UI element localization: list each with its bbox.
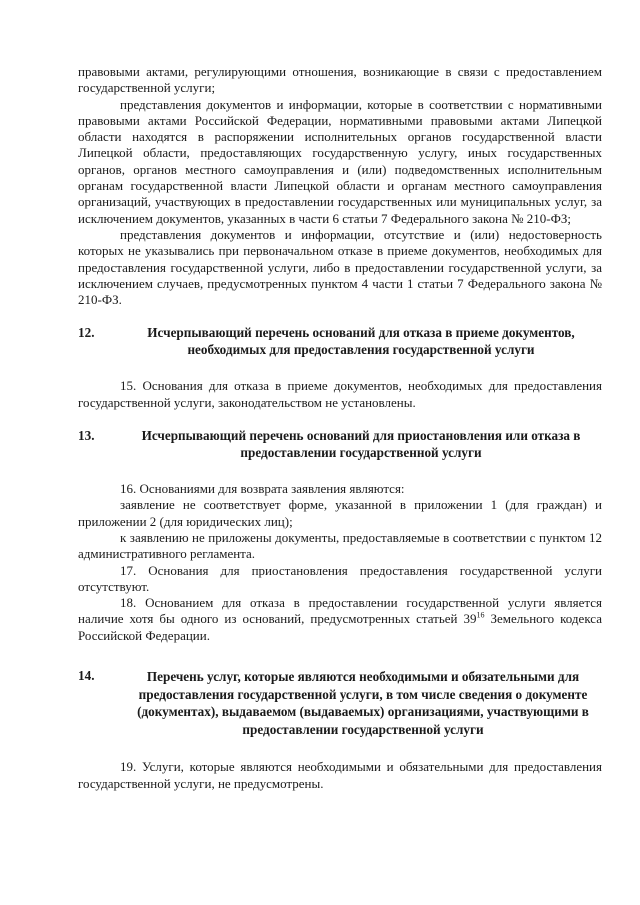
paragraph-18-tail: Земельного кодекса Российской Федерации.: [78, 611, 603, 643]
paragraph-legal-acts: правовыми актами, регулирующими отношения, возникающие в связи с предоставлением государственной услуги;: [78, 64, 602, 96]
paragraph-18-text: 18. Основанием для отказа в предоставлении государственной услуги является наличие хотя бы одного из оснований, предусмотренных статьей 39: [78, 595, 602, 627]
article-superscript: 16: [476, 611, 485, 621]
paragraph-16-form-mismatch: заявление не соответствует форме, указанной в приложении 1 (для граждан) и приложении 2 (для юридических лиц);: [78, 497, 602, 529]
section-title: Исчерпывающий перечень оснований для приостановления или отказа в предоставлении государственной услуги: [141, 428, 581, 460]
paragraph-16: 16. Основаниями для возврата заявления являются:: [120, 481, 405, 497]
paragraph-18: [78, 595, 602, 644]
document-body: [78, 64, 602, 792]
section-heading-14: [78, 668, 602, 738]
paragraph-documents-in-possession: представления документов и информации, которые в соответствии с нормативными правовыми актами Российской Федерации, нормативными правовыми актами Липецкой области находятся в распоряжении исполнительных органов государственной власти Липецкой области, предоставляющих государственную услугу, иных государственных органов, органов местного самоуправления и (или) подведомственных исполнительным органам государственной власти Липецкой области и органам местного самоуправления организаций, участвующих в предоставлении государственных или муниципальных услуг, за исключением документов, указанных в части 6 статьи 7 Федерального закона № 210-ФЗ;: [78, 96, 602, 226]
section-title: Исчерпывающий перечень оснований для отказа в приеме документов, необходимых для предоставления государственной услуги: [147, 325, 575, 357]
paragraph-19: 19. Услуги, которые являются необходимыми и обязательными для предоставления государственной услуги, не предусмотрены.: [78, 759, 602, 792]
section-heading-13: [78, 428, 602, 461]
paragraph-16-missing-documents: к заявлению не приложены документы, предоставляемые в соответствии с пунктом 12 административного регламента.: [78, 529, 602, 562]
section-number: 13.: [78, 428, 95, 444]
section-title: Перечень услуг, которые являются необходимыми и обязательными для предоставления государственной услуги, в том числе сведения о документе (документах), выдаваемом (выдаваемых) организациями, участвующими в предоставлении государственной услуги: [137, 669, 589, 737]
paragraph-15: 15. Основания для отказа в приеме документов, необходимых для предоставления государственной услуги, законодательством не установлены.: [78, 378, 602, 410]
section-number: 12.: [78, 325, 95, 341]
paragraph-documents-unreliable: представления документов и информации, отсутствие и (или) недостоверность которых не указывались при первоначальном отказе в приеме документов, необходимых для предоставления государственной услуги, либо в предоставлении государственной услуги, за исключением случаев, предусмотренных пунктом 4 части 1 статьи 7 Федерального закона № 210-ФЗ.: [78, 226, 602, 308]
section-heading-12: [78, 325, 602, 358]
section-number: 14.: [78, 668, 95, 684]
paragraph-17: 17. Основания для приостановления предоставления государственной услуги отсутствуют.: [78, 562, 602, 594]
